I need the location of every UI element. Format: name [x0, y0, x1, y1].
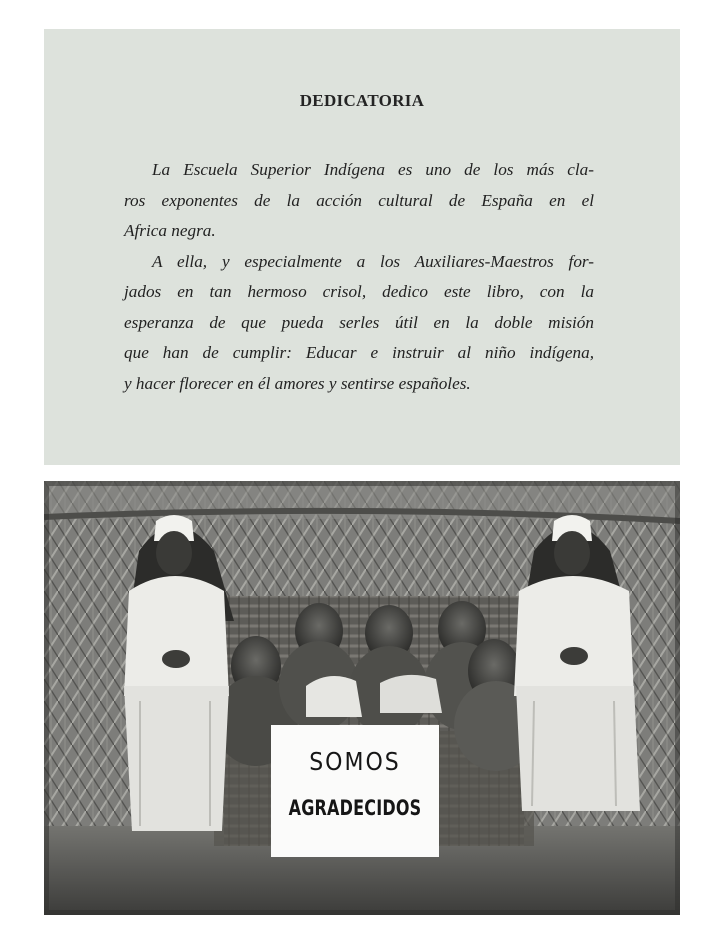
dedication-panel	[44, 29, 680, 465]
dedication-line: ros exponentes de la acción cultural de España en el	[124, 190, 594, 210]
dedication-line: Africa negra.	[124, 221, 216, 240]
dedication-line: esperanza de que pueda serles útil en la doble misión	[124, 312, 594, 332]
dedication-line: A ella, y especialmente a los Auxiliares-Maestros for-	[152, 251, 594, 271]
dedication-line: y hacer florecer en él amores y sentirse españoles.	[124, 373, 471, 393]
sign-line-1: SOMOS	[309, 748, 401, 777]
dedication-line: jados en tan hermoso crisol, dedico este libro, con la	[124, 282, 594, 301]
dedication-body	[124, 155, 594, 399]
dedication-line: La Escuela Superior Indígena es uno de los más cla-	[152, 160, 594, 179]
group-photograph	[44, 481, 680, 915]
dedication-title: DEDICATORIA	[299, 91, 425, 110]
sign-line-2: AGRADECIDOS	[288, 794, 422, 821]
dedication-line: que han de cumplir: Educar e instruir al niño indígena,	[124, 343, 594, 362]
somos-agradecidos-sign	[271, 725, 439, 857]
